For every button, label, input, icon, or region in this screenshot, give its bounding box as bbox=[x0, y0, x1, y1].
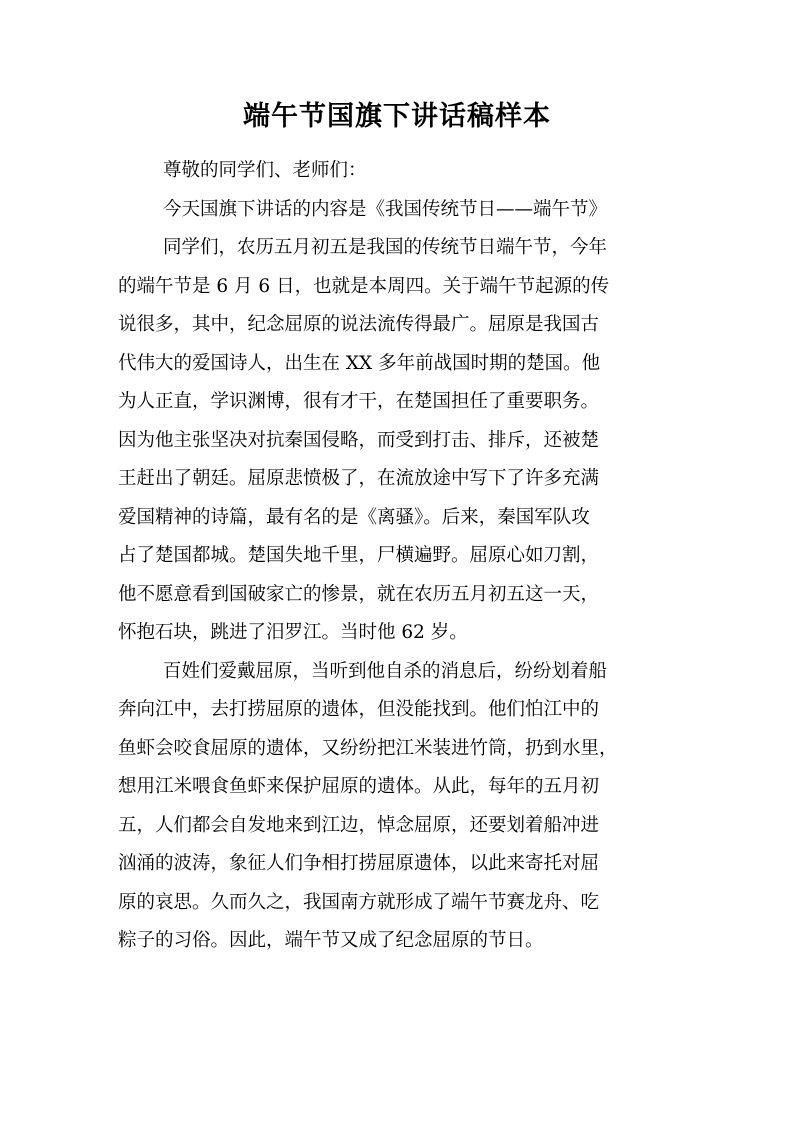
paragraph-line: 因为他主张坚决对抗秦国侵略，而受到打击、排斥，还被楚 bbox=[118, 429, 600, 451]
paragraph-line: 代伟大的爱国诗人，出生在 XX 多年前战国时期的楚国。他 bbox=[118, 352, 601, 374]
paragraph-line: 百姓们爱戴屈原，当听到他自杀的消息后，纷纷划着船 bbox=[163, 660, 608, 682]
paragraph-line: 今天国旗下讲话的内容是《我国传统节日——端午节》 bbox=[163, 198, 608, 220]
paragraph-line: 想用江米喂食鱼虾来保护屈原的遗体。从此，每年的五月初 bbox=[118, 776, 600, 797]
paragraph-line: 占了楚国都城。楚国失地千里，尸横遍野。屈原心如刀割， bbox=[118, 545, 600, 566]
paragraph-line: 为人正直，学识渊博，很有才干，在楚国担任了重要职务。 bbox=[118, 391, 600, 412]
paragraph-line: 汹涌的波涛，象征人们争相打捞屈原遗体，以此来寄托对屈 bbox=[118, 853, 600, 874]
paragraph-line: 五，人们都会自发地来到江边，悼念屈原，还要划着船冲进 bbox=[118, 814, 600, 836]
paragraph-line: 爱国精神的诗篇，最有名的是《离骚》。后来，秦国军队攻 bbox=[118, 506, 590, 528]
paragraph-line: 的端午节是 6 月 6 日，也就是本周四。关于端午节起源的传 bbox=[118, 275, 610, 297]
paragraph-line: 他不愿意看到国破家亡的惨景，就在农历五月初五这一天， bbox=[118, 583, 600, 605]
document-body bbox=[118, 152, 698, 961]
paragraph-line: 怀抱石块，跳进了汨罗江。当时他 62 岁。 bbox=[118, 622, 468, 643]
paragraph-line: 原的哀思。久而久之，我国南方就形成了端午节赛龙舟、吃 bbox=[118, 891, 600, 913]
paragraph-line: 粽子的习俗。因此，端午节又成了纪念屈原的节日。 bbox=[118, 930, 544, 951]
paragraph-line: 鱼虾会咬食屈原的遗体，又纷纷把江米装进竹筒，扔到水里， bbox=[118, 737, 618, 759]
paragraph-line: 说很多，其中，纪念屈原的说法流传得最广。屈原是我国古 bbox=[118, 314, 600, 335]
paragraph-line: 奔向江中，去打捞屈原的遗体，但没能找到。他们怕江中的 bbox=[118, 699, 600, 720]
paragraph-line: 同学们，农历五月初五是我国的传统节日端午节，今年 bbox=[163, 237, 608, 258]
salutation-line: 尊敬的同学们、老师们： bbox=[163, 160, 367, 181]
paragraph-line: 王赶出了朝廷。屈原悲愤极了，在流放途中写下了许多充满 bbox=[118, 468, 600, 489]
document-title: 端午节国旗下讲话稿样本 bbox=[243, 101, 551, 132]
